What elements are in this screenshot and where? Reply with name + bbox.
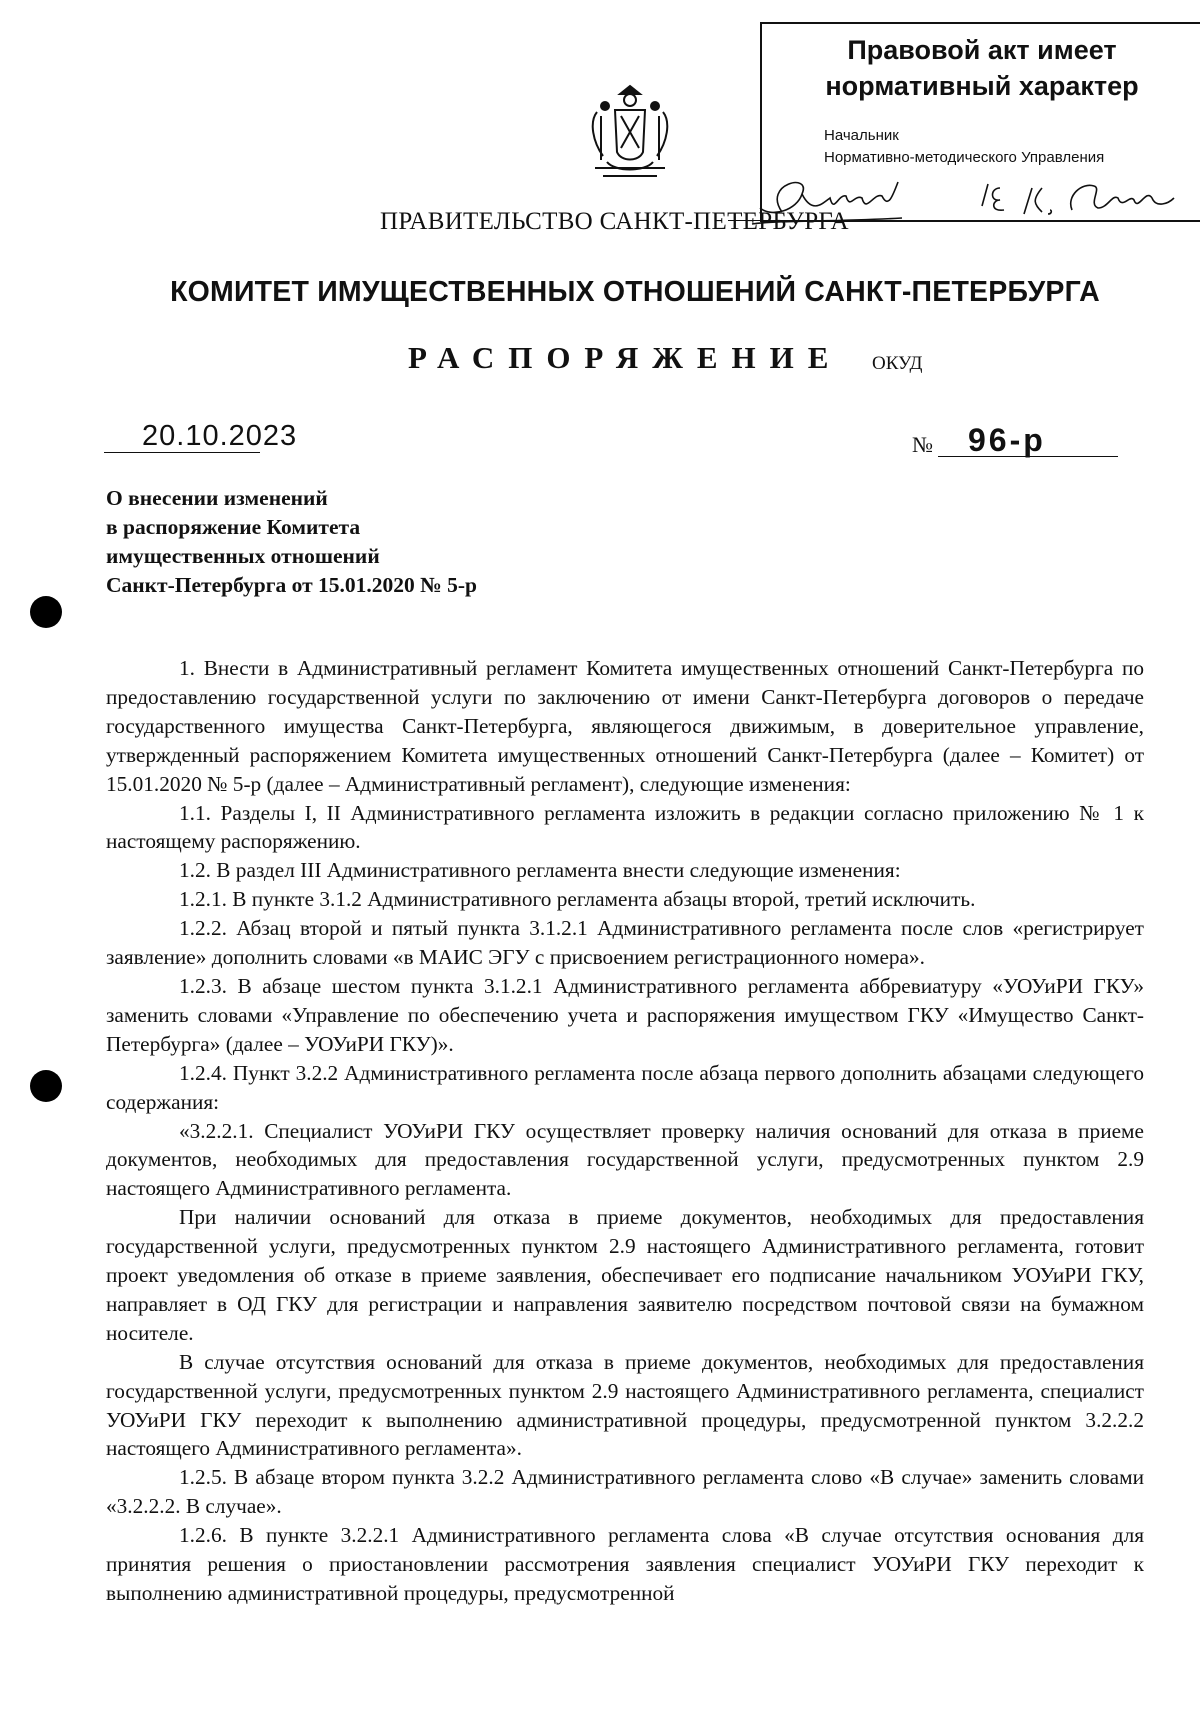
date-underline	[104, 452, 260, 453]
paragraph: 1.2.1. В пункте 3.1.2 Административного регламента абзацы второй, третий исключить.	[179, 887, 976, 912]
stamp-position-line2: Нормативно-методического Управления	[824, 149, 1105, 166]
stamp-position-line1: Начальник	[824, 127, 899, 144]
paragraph: 1.2.3. В абзаце шестом пункта 3.1.2.1 Административного регламента аббревиатуру «УОУиРИ ГКУ» заменить словами «Управление по обеспечению учета и распоряжения имуществом ГКУ «Имущество Санкт-Петербурга» (далее – УОУиРИ ГКУ)».	[106, 973, 1144, 1056]
subject-line: имущественных отношений	[106, 544, 380, 568]
subject-line: О внесении изменений	[106, 486, 328, 510]
paragraph: 1.1. Разделы I, II Административного регламента изложить в редакции согласно приложению № 1 к настоящему распоряжению.	[106, 800, 1144, 854]
number-sign: №	[912, 432, 933, 457]
document-number: 96-р	[968, 422, 1046, 458]
saint-petersburg-coat-of-arms-icon	[585, 82, 675, 184]
document-subject	[106, 484, 477, 600]
paragraph: 1. Внести в Административный регламент Комитета имущественных отношений Санкт-Петербурга по предоставлению государственной услуги по заключению от имени Санкт-Петербурга договоров о передаче государственного имущества Санкт-Петербурга, являющегося движимым, в доверительное управление, утвержденный распоряжением Комитета имущественных отношений Санкт-Петербурга (далее – Комитет) от 15.01.2020 № 5-р (далее – Административный регламент), следующие изменения:	[106, 656, 1144, 796]
normative-act-stamp	[760, 22, 1200, 222]
paragraph: При наличии оснований для отказа в приеме документов, необходимых для предоставления государственной услуги, предусмотренных пунктом 2.9 настоящего Административного регламента, готовит проект уведомления об отказе в приеме заявления, обеспечивает его подписание начальником УОУиРИ ГКУ, направляет в ОД ГКУ для регистрации и направления заявителю посредством почтовой связи на бумажном носителе.	[106, 1205, 1144, 1345]
number-underline	[938, 456, 1118, 457]
punch-hole	[30, 1070, 62, 1102]
subject-line: Санкт-Петербурга от 15.01.2020 № 5-р	[106, 573, 478, 597]
signature-line-right	[932, 220, 1200, 221]
paragraph: 1.2.2. Абзац второй и пятый пункта 3.1.2.1 Административного регламента после слов «регистрирует заявление» дополнить словами «в МАИС ЭГУ с присвоением регистрационного номера».	[106, 916, 1144, 970]
okud-label: ОКУД	[872, 353, 923, 374]
paragraph: «3.2.2.1. Специалист УОУиРИ ГКУ осуществляет проверку наличия оснований для отказа в приеме документов, необходимых для предоставления государственной услуги, предусмотренных пунктом 2.9 настоящего Административного регламента.	[106, 1118, 1144, 1201]
committee-name: КОМИТЕТ ИМУЩЕСТВЕННЫХ ОТНОШЕНИЙ САНКТ-ПЕТЕРБУРГА	[170, 276, 1100, 308]
paragraph: В случае отсутствия оснований для отказа в приеме документов, необходимых для предоставления государственной услуги, предусмотренных пунктом 2.9 настоящего Административного регламента, специалист УОУиРИ ГКУ переходит к выполнению административной процедуры, предусмотренной пунктом 3.2.2.2 настоящего Административного регламента».	[106, 1349, 1144, 1461]
document-date: 20.10.2023	[142, 420, 298, 452]
paragraph: 1.2.6. В пункте 3.2.2.1 Административного регламента слова «В случае отсутствия основания для принятия решения о приостановлении рассмотрения заявления специалист УОУиРИ ГКУ переходит к выполнению административной процедуры, предусмотренной	[106, 1523, 1144, 1605]
stamp-title-line1: Правовой акт имеет	[847, 35, 1117, 65]
document-body	[106, 654, 1144, 1608]
punch-hole	[30, 596, 62, 628]
government-name: ПРАВИТЕЛЬСТВО САНКТ-ПЕТЕРБУРГА	[380, 208, 849, 235]
document-type: РАСПОРЯЖЕНИЕ	[408, 340, 843, 375]
handwritten-signature-right	[982, 184, 1174, 214]
stamp-title-line2: нормативный характер	[825, 71, 1139, 101]
paragraph: 1.2.4. Пункт 3.2.2 Административного регламента после абзаца первого дополнить абзацами следующего содержания:	[106, 1060, 1144, 1114]
stamp-title	[762, 32, 1200, 104]
paragraph: 1.2. В раздел III Административного регламента внести следующие изменения:	[179, 858, 901, 883]
paragraph: 1.2.5. В абзаце втором пункта 3.2.2 Административного регламента слово «В случае» заменить словами «3.2.2.2. В случае».	[106, 1465, 1144, 1519]
subject-line: в распоряжение Комитета	[106, 515, 361, 539]
